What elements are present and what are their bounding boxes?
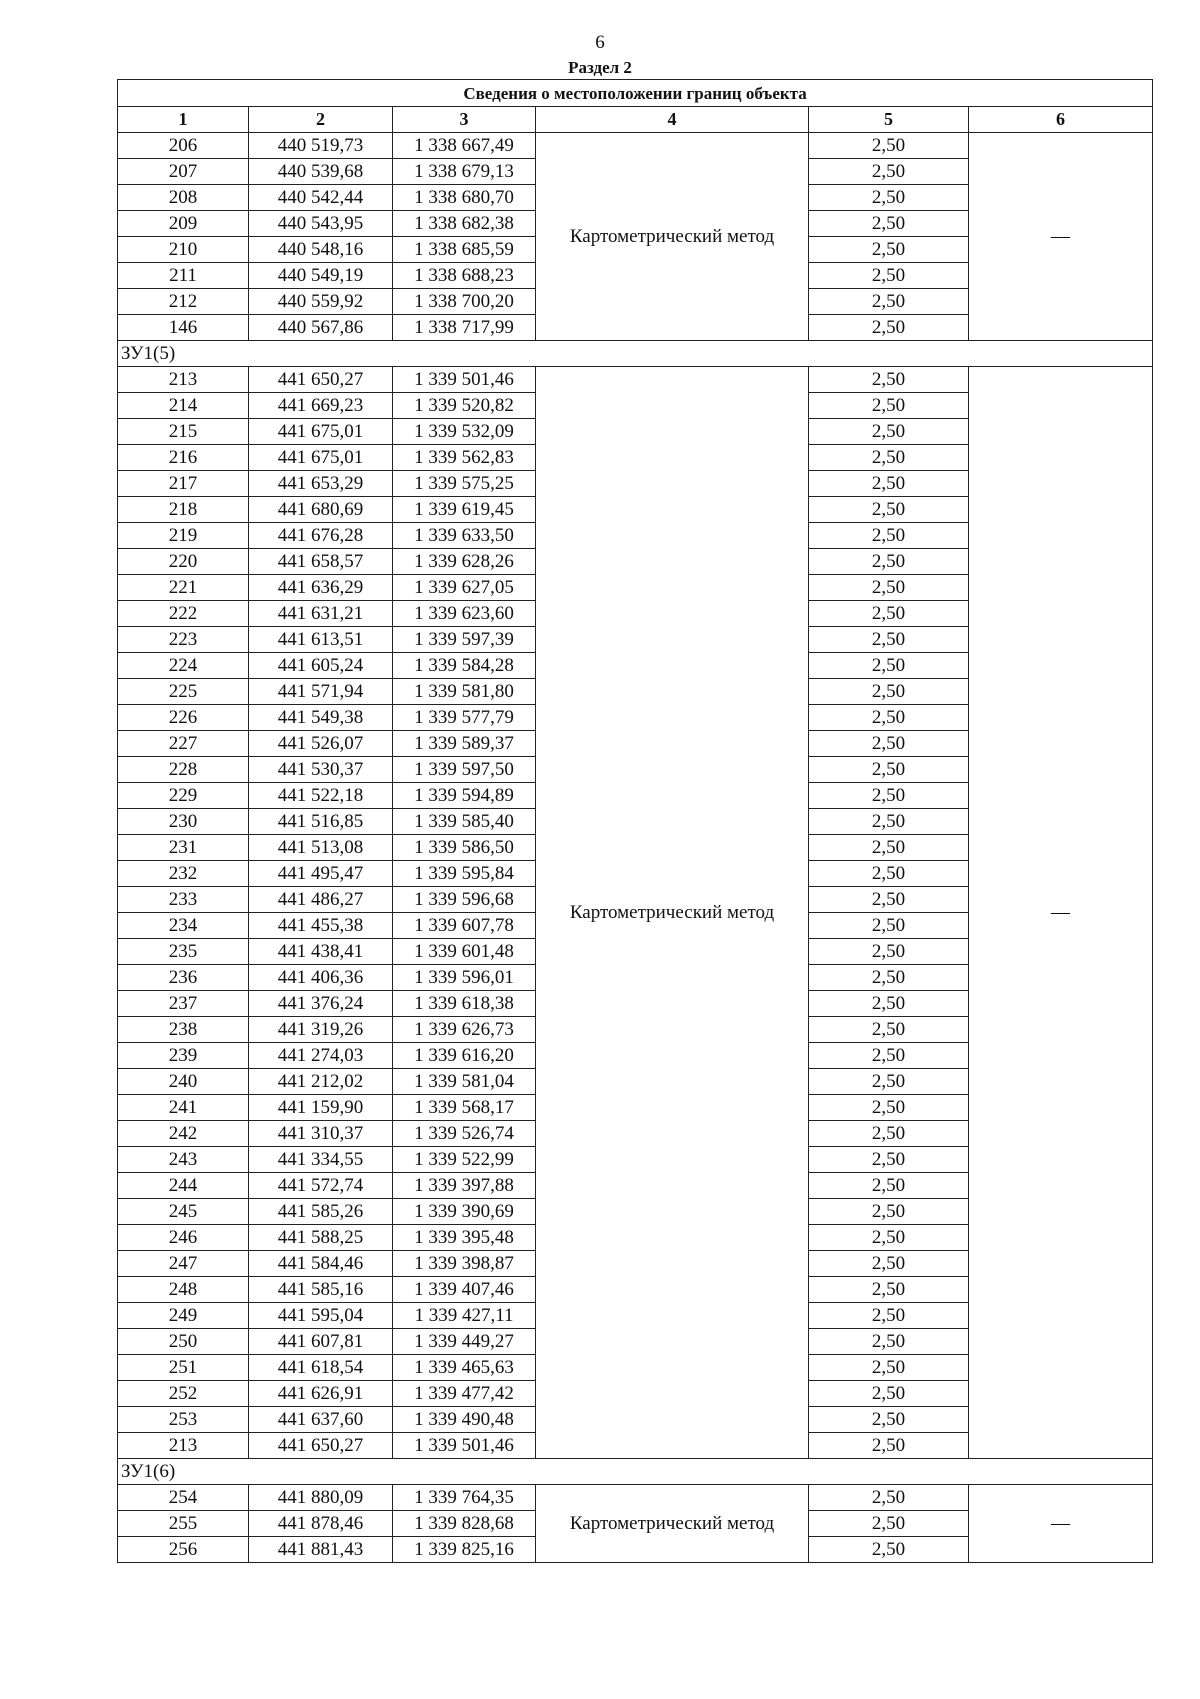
- point-number: 250: [118, 1329, 249, 1355]
- accuracy-value: 2,50: [809, 861, 969, 887]
- accuracy-value: 2,50: [809, 887, 969, 913]
- coordinate-y: 1 339 449,27: [393, 1329, 536, 1355]
- coordinate-x: 441 669,23: [249, 393, 393, 419]
- column-header: 1: [118, 107, 249, 133]
- section-title: Раздел 2: [568, 58, 632, 77]
- accuracy-value: 2,50: [809, 1225, 969, 1251]
- point-number: 246: [118, 1225, 249, 1251]
- accuracy-value: 2,50: [809, 1537, 969, 1563]
- accuracy-value: 2,50: [809, 445, 969, 471]
- point-number: 223: [118, 627, 249, 653]
- column-header: 2: [249, 107, 393, 133]
- point-number: 256: [118, 1537, 249, 1563]
- point-number: 241: [118, 1095, 249, 1121]
- accuracy-value: 2,50: [809, 1277, 969, 1303]
- coordinate-x: 440 567,86: [249, 315, 393, 341]
- point-number: 224: [118, 653, 249, 679]
- coordinate-x: 441 526,07: [249, 731, 393, 757]
- page-number: 6: [595, 32, 605, 53]
- coordinate-x: 440 519,73: [249, 133, 393, 159]
- accuracy-value: 2,50: [809, 731, 969, 757]
- accuracy-value: 2,50: [809, 835, 969, 861]
- coordinate-x: 440 548,16: [249, 237, 393, 263]
- accuracy-value: 2,50: [809, 471, 969, 497]
- coordinate-x: 441 878,46: [249, 1511, 393, 1537]
- coordinate-y: 1 339 828,68: [393, 1511, 536, 1537]
- coordinate-x: 441 585,26: [249, 1199, 393, 1225]
- accuracy-value: 2,50: [809, 1173, 969, 1199]
- coordinate-x: 440 539,68: [249, 159, 393, 185]
- coordinate-y: 1 339 618,38: [393, 991, 536, 1017]
- coordinate-x: 441 658,57: [249, 549, 393, 575]
- point-number: 221: [118, 575, 249, 601]
- coordinate-y: 1 339 520,82: [393, 393, 536, 419]
- coordinate-x: 441 653,29: [249, 471, 393, 497]
- coordinate-x: 441 310,37: [249, 1121, 393, 1147]
- coordinate-y: 1 339 501,46: [393, 367, 536, 393]
- accuracy-value: 2,50: [809, 1329, 969, 1355]
- accuracy-value: 2,50: [809, 1433, 969, 1459]
- point-number: 225: [118, 679, 249, 705]
- coordinate-y: 1 339 626,73: [393, 1017, 536, 1043]
- coordinate-x: 441 607,81: [249, 1329, 393, 1355]
- column-header-row: [118, 107, 1153, 133]
- accuracy-value: 2,50: [809, 1043, 969, 1069]
- point-number: 219: [118, 523, 249, 549]
- coordinate-y: 1 338 688,23: [393, 263, 536, 289]
- point-number: 222: [118, 601, 249, 627]
- column-header: 3: [393, 107, 536, 133]
- point-number: 252: [118, 1381, 249, 1407]
- accuracy-value: 2,50: [809, 601, 969, 627]
- accuracy-value: 2,50: [809, 497, 969, 523]
- accuracy-value: 2,50: [809, 679, 969, 705]
- accuracy-value: 2,50: [809, 1485, 969, 1511]
- accuracy-value: 2,50: [809, 705, 969, 731]
- accuracy-value: 2,50: [809, 393, 969, 419]
- point-number: 253: [118, 1407, 249, 1433]
- point-number: 238: [118, 1017, 249, 1043]
- coordinate-x: 441 650,27: [249, 1433, 393, 1459]
- point-number: 211: [118, 263, 249, 289]
- coordinate-x: 441 522,18: [249, 783, 393, 809]
- accuracy-value: 2,50: [809, 1199, 969, 1225]
- accuracy-value: 2,50: [809, 1095, 969, 1121]
- coordinate-y: 1 339 616,20: [393, 1043, 536, 1069]
- point-number: 226: [118, 705, 249, 731]
- coordinate-x: 441 513,08: [249, 835, 393, 861]
- note-cell: —: [969, 133, 1153, 341]
- accuracy-value: 2,50: [809, 809, 969, 835]
- accuracy-value: 2,50: [809, 575, 969, 601]
- coordinate-y: 1 338 680,70: [393, 185, 536, 211]
- coordinate-x: 441 319,26: [249, 1017, 393, 1043]
- coordinate-y: 1 339 407,46: [393, 1277, 536, 1303]
- accuracy-value: 2,50: [809, 1407, 969, 1433]
- coordinate-y: 1 339 477,42: [393, 1381, 536, 1407]
- accuracy-value: 2,50: [809, 1121, 969, 1147]
- point-number: 207: [118, 159, 249, 185]
- point-number: 255: [118, 1511, 249, 1537]
- coordinate-x: 441 495,47: [249, 861, 393, 887]
- accuracy-value: 2,50: [809, 783, 969, 809]
- coordinate-x: 441 584,46: [249, 1251, 393, 1277]
- accuracy-value: 2,50: [809, 1251, 969, 1277]
- point-number: 213: [118, 367, 249, 393]
- coordinate-x: 441 585,16: [249, 1277, 393, 1303]
- coordinate-y: 1 339 607,78: [393, 913, 536, 939]
- coordinate-x: 441 618,54: [249, 1355, 393, 1381]
- coordinate-y: 1 339 764,35: [393, 1485, 536, 1511]
- coordinate-y: 1 339 562,83: [393, 445, 536, 471]
- coordinate-x: 441 650,27: [249, 367, 393, 393]
- coordinate-x: 441 571,94: [249, 679, 393, 705]
- column-header: 6: [969, 107, 1153, 133]
- note-cell: —: [969, 367, 1153, 1459]
- point-number: 209: [118, 211, 249, 237]
- accuracy-value: 2,50: [809, 991, 969, 1017]
- boundary-coordinates-table: [117, 79, 1153, 1563]
- coordinate-x: 441 516,85: [249, 809, 393, 835]
- coordinate-x: 441 881,43: [249, 1537, 393, 1563]
- coordinate-x: 441 455,38: [249, 913, 393, 939]
- point-number: 228: [118, 757, 249, 783]
- coordinate-x: 441 376,24: [249, 991, 393, 1017]
- coordinate-x: 441 572,74: [249, 1173, 393, 1199]
- column-header: 4: [536, 107, 809, 133]
- accuracy-value: 2,50: [809, 1511, 969, 1537]
- coordinate-y: 1 339 568,17: [393, 1095, 536, 1121]
- coordinate-x: 440 542,44: [249, 185, 393, 211]
- coordinate-y: 1 339 584,28: [393, 653, 536, 679]
- coordinate-y: 1 339 825,16: [393, 1537, 536, 1563]
- point-number: 213: [118, 1433, 249, 1459]
- coordinate-y: 1 339 427,11: [393, 1303, 536, 1329]
- accuracy-value: 2,50: [809, 965, 969, 991]
- point-number: 249: [118, 1303, 249, 1329]
- coordinate-y: 1 339 501,46: [393, 1433, 536, 1459]
- coordinate-y: 1 339 595,84: [393, 861, 536, 887]
- point-number: 216: [118, 445, 249, 471]
- accuracy-value: 2,50: [809, 653, 969, 679]
- coordinate-x: 441 631,21: [249, 601, 393, 627]
- group-label-row: [118, 1459, 1153, 1485]
- point-number: 239: [118, 1043, 249, 1069]
- table-row: [118, 133, 1153, 159]
- coordinate-y: 1 339 633,50: [393, 523, 536, 549]
- accuracy-value: 2,50: [809, 1355, 969, 1381]
- coordinate-y: 1 339 390,69: [393, 1199, 536, 1225]
- coordinate-x: 441 406,36: [249, 965, 393, 991]
- coordinate-y: 1 338 717,99: [393, 315, 536, 341]
- note-cell: —: [969, 1485, 1153, 1563]
- point-number: 229: [118, 783, 249, 809]
- point-number: 227: [118, 731, 249, 757]
- point-number: 251: [118, 1355, 249, 1381]
- point-number: 236: [118, 965, 249, 991]
- coordinate-x: 441 637,60: [249, 1407, 393, 1433]
- coordinate-x: 441 486,27: [249, 887, 393, 913]
- accuracy-value: 2,50: [809, 367, 969, 393]
- point-number: 218: [118, 497, 249, 523]
- coordinate-x: 441 274,03: [249, 1043, 393, 1069]
- point-number: 220: [118, 549, 249, 575]
- accuracy-value: 2,50: [809, 1147, 969, 1173]
- column-header: 5: [809, 107, 969, 133]
- point-number: 217: [118, 471, 249, 497]
- coordinate-y: 1 339 597,50: [393, 757, 536, 783]
- point-number: 235: [118, 939, 249, 965]
- accuracy-value: 2,50: [809, 211, 969, 237]
- coordinate-y: 1 339 522,99: [393, 1147, 536, 1173]
- accuracy-value: 2,50: [809, 1069, 969, 1095]
- accuracy-value: 2,50: [809, 263, 969, 289]
- coordinate-x: 441 675,01: [249, 419, 393, 445]
- coordinate-y: 1 338 682,38: [393, 211, 536, 237]
- method-cell: Картометрический метод: [536, 1485, 809, 1563]
- coordinate-y: 1 339 526,74: [393, 1121, 536, 1147]
- table-caption: Сведения о местоположении границ объекта: [118, 80, 1153, 107]
- accuracy-value: 2,50: [809, 289, 969, 315]
- coordinate-y: 1 339 398,87: [393, 1251, 536, 1277]
- coordinate-y: 1 339 619,45: [393, 497, 536, 523]
- accuracy-value: 2,50: [809, 237, 969, 263]
- coordinate-y: 1 338 667,49: [393, 133, 536, 159]
- coordinate-x: 441 588,25: [249, 1225, 393, 1251]
- accuracy-value: 2,50: [809, 757, 969, 783]
- coordinate-y: 1 339 575,25: [393, 471, 536, 497]
- accuracy-value: 2,50: [809, 523, 969, 549]
- point-number: 214: [118, 393, 249, 419]
- group-label: ЗУ1(5): [118, 341, 1153, 367]
- accuracy-value: 2,50: [809, 549, 969, 575]
- accuracy-value: 2,50: [809, 133, 969, 159]
- table-row: [118, 1485, 1153, 1511]
- coordinate-y: 1 338 685,59: [393, 237, 536, 263]
- coordinate-y: 1 339 395,48: [393, 1225, 536, 1251]
- point-number: 248: [118, 1277, 249, 1303]
- group-label-row: [118, 341, 1153, 367]
- coordinate-y: 1 338 700,20: [393, 289, 536, 315]
- coordinate-y: 1 338 679,13: [393, 159, 536, 185]
- point-number: 243: [118, 1147, 249, 1173]
- accuracy-value: 2,50: [809, 315, 969, 341]
- coordinate-x: 440 559,92: [249, 289, 393, 315]
- point-number: 233: [118, 887, 249, 913]
- point-number: 234: [118, 913, 249, 939]
- coordinate-y: 1 339 596,68: [393, 887, 536, 913]
- point-number: 240: [118, 1069, 249, 1095]
- coordinate-y: 1 339 623,60: [393, 601, 536, 627]
- table-body: [118, 80, 1153, 1563]
- point-number: 231: [118, 835, 249, 861]
- coordinate-y: 1 339 601,48: [393, 939, 536, 965]
- coordinate-x: 441 680,69: [249, 497, 393, 523]
- coordinate-x: 441 605,24: [249, 653, 393, 679]
- group-label: ЗУ1(6): [118, 1459, 1153, 1485]
- coordinate-y: 1 339 581,80: [393, 679, 536, 705]
- coordinate-x: 441 613,51: [249, 627, 393, 653]
- coordinate-x: 441 530,37: [249, 757, 393, 783]
- accuracy-value: 2,50: [809, 1303, 969, 1329]
- accuracy-value: 2,50: [809, 1381, 969, 1407]
- coordinate-y: 1 339 465,63: [393, 1355, 536, 1381]
- coordinate-y: 1 339 532,09: [393, 419, 536, 445]
- coordinate-x: 441 675,01: [249, 445, 393, 471]
- point-number: 245: [118, 1199, 249, 1225]
- accuracy-value: 2,50: [809, 627, 969, 653]
- coordinate-y: 1 339 585,40: [393, 809, 536, 835]
- coordinate-x: 441 626,91: [249, 1381, 393, 1407]
- point-number: 146: [118, 315, 249, 341]
- coordinate-x: 441 880,09: [249, 1485, 393, 1511]
- coordinate-y: 1 339 397,88: [393, 1173, 536, 1199]
- coordinate-y: 1 339 586,50: [393, 835, 536, 861]
- point-number: 210: [118, 237, 249, 263]
- coordinate-x: 441 212,02: [249, 1069, 393, 1095]
- accuracy-value: 2,50: [809, 913, 969, 939]
- point-number: 206: [118, 133, 249, 159]
- table-caption-row: [118, 80, 1153, 107]
- coordinate-y: 1 339 627,05: [393, 575, 536, 601]
- coordinate-y: 1 339 577,79: [393, 705, 536, 731]
- coordinate-x: 441 549,38: [249, 705, 393, 731]
- point-number: 215: [118, 419, 249, 445]
- coordinate-y: 1 339 594,89: [393, 783, 536, 809]
- coordinate-x: 440 543,95: [249, 211, 393, 237]
- coordinate-x: 441 438,41: [249, 939, 393, 965]
- coordinate-x: 440 549,19: [249, 263, 393, 289]
- coordinate-y: 1 339 490,48: [393, 1407, 536, 1433]
- point-number: 208: [118, 185, 249, 211]
- accuracy-value: 2,50: [809, 1017, 969, 1043]
- accuracy-value: 2,50: [809, 419, 969, 445]
- method-cell: Картометрический метод: [536, 367, 809, 1459]
- point-number: 230: [118, 809, 249, 835]
- accuracy-value: 2,50: [809, 159, 969, 185]
- coordinate-y: 1 339 597,39: [393, 627, 536, 653]
- point-number: 237: [118, 991, 249, 1017]
- point-number: 232: [118, 861, 249, 887]
- coordinate-x: 441 676,28: [249, 523, 393, 549]
- point-number: 212: [118, 289, 249, 315]
- point-number: 244: [118, 1173, 249, 1199]
- coordinate-x: 441 159,90: [249, 1095, 393, 1121]
- method-cell: Картометрический метод: [536, 133, 809, 341]
- coordinate-x: 441 636,29: [249, 575, 393, 601]
- coordinate-x: 441 595,04: [249, 1303, 393, 1329]
- accuracy-value: 2,50: [809, 939, 969, 965]
- coordinate-y: 1 339 581,04: [393, 1069, 536, 1095]
- coordinate-y: 1 339 596,01: [393, 965, 536, 991]
- coordinate-y: 1 339 589,37: [393, 731, 536, 757]
- point-number: 254: [118, 1485, 249, 1511]
- coordinate-x: 441 334,55: [249, 1147, 393, 1173]
- point-number: 247: [118, 1251, 249, 1277]
- table-row: [118, 367, 1153, 393]
- point-number: 242: [118, 1121, 249, 1147]
- coordinate-y: 1 339 628,26: [393, 549, 536, 575]
- accuracy-value: 2,50: [809, 185, 969, 211]
